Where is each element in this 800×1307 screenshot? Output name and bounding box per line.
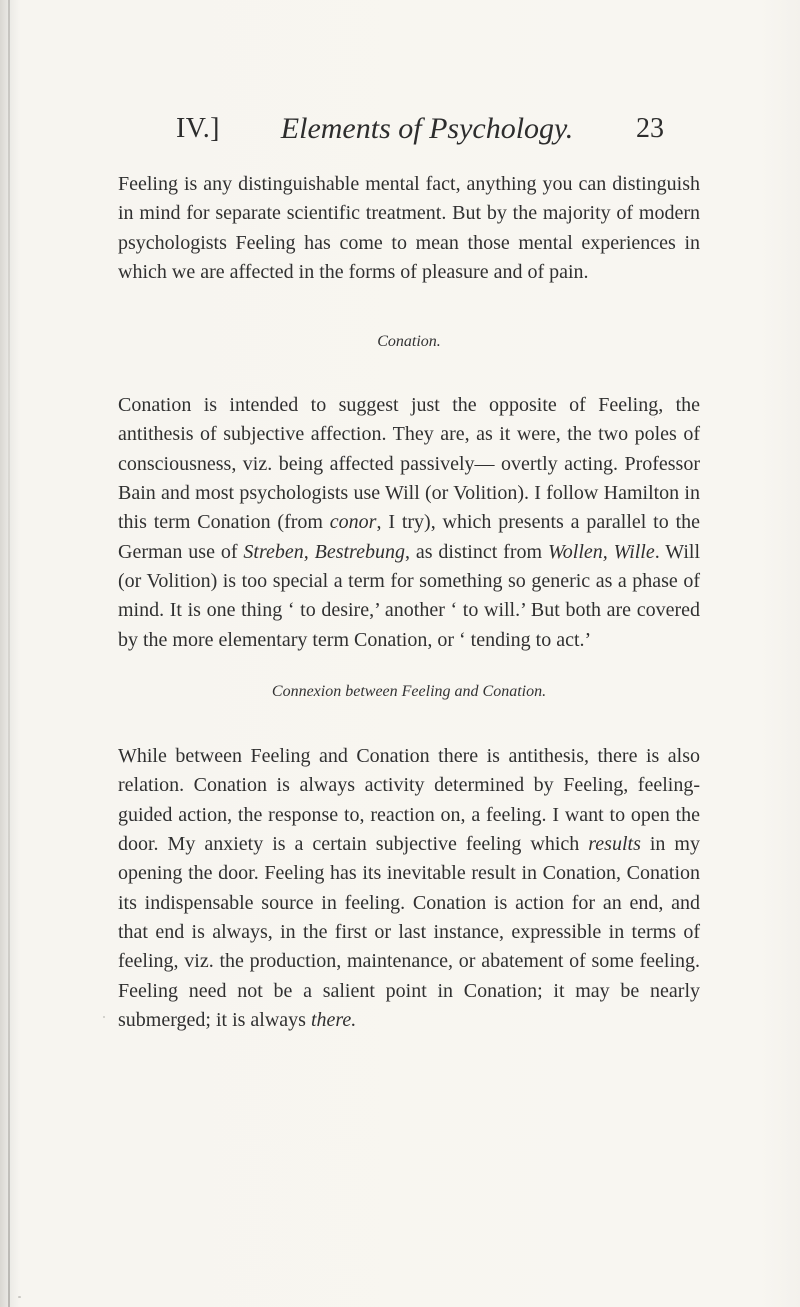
german-terms-streben: Streben, Bestrebung (243, 540, 405, 563)
emphasized-word-results: results (588, 833, 641, 856)
paragraph-text-segment: Conation is intended to suggest just the opposite of Feeling, the antithesis of subjective affection. They are, as it were, the two poles of consciousness, viz. being affected passively— overtly acting. Professor Bain and most psychologists use Will (or Volition). I follow Hamilton in this term Conation (from (118, 394, 700, 534)
paper-speck (103, 1016, 105, 1018)
paragraph-text-segment: , as distinct from (404, 540, 548, 563)
german-terms-wollen: Wollen, Wille (547, 540, 655, 563)
page-number: 23 (636, 113, 664, 144)
emphasized-word-there: there. (310, 1009, 357, 1032)
section-heading-conation: Conation. (377, 333, 441, 350)
paragraph-text-segment: , I try), which presents a parallel to the German use of (118, 511, 700, 563)
latin-term-conor: conor (329, 511, 377, 534)
paragraph-text-segment: While between Feeling and Conation there is antithesis, there is also relation. Conation is always activity determined by Feeling, feeling-guided action, the response to, reaction on, a feeling. I want to open the door. My anxiety is a certain subjective feeling which (118, 745, 700, 856)
paragraph-feeling-definition: Feeling is any distinguishable mental fact, anything you can distinguish in mind for separate scientific treatment. But by the majority of modern psychologists Feeling has come to mean those mental experiences in which we are affected in the forms of pleasure and of pain. (118, 173, 700, 284)
paper-speck (18, 1296, 21, 1298)
paragraph-text-segment: in my opening the door. Feeling has its inevitable result in Conation, Conation its indispensable source in feeling. Conation is action for an end, and that end is always, in the first or last instance, expressible in terms of feeling, viz. the production, maintenance, or abatement of some feeling. Feeling need not be a salient point in Conation; it may be nearly submerged; it is always (118, 833, 700, 1032)
page-gutter-edge (8, 0, 10, 1307)
paragraph-conation-definition (118, 391, 700, 655)
running-title: Elements of Psychology. (280, 112, 574, 145)
chapter-marker: IV.] (176, 113, 220, 144)
section-heading-connexion: Connexion between Feeling and Conation. (271, 683, 547, 700)
running-header (176, 106, 664, 152)
paragraph-feeling-conation-relation (118, 742, 700, 1035)
paragraph-text-segment: . Will (or Volition) is too special a term for something so generic as a phase of mind. It is one thing ‘ to desire,’ another ‘ to will.’ But both are covered by the more elementary term Conation, or ‘ tending to act.’ (118, 540, 701, 651)
